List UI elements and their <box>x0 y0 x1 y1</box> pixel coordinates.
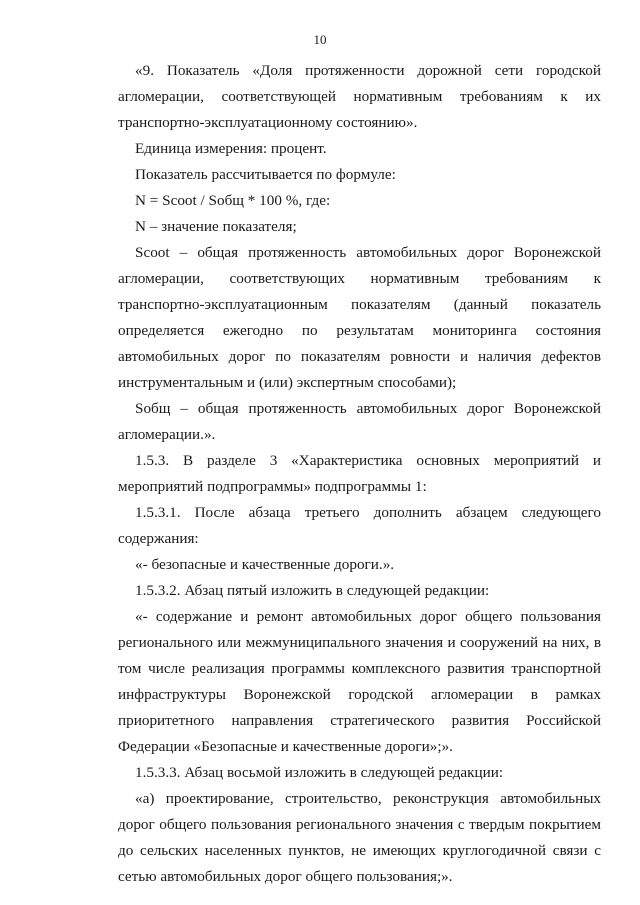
paragraph-1-5-3-2: 1.5.3.2. Абзац пятый изложить в следующей редакции: <box>135 582 490 599</box>
paragraph-formula: N = Scoot / Sобщ * 100 %, где: <box>135 192 331 209</box>
paragraph-scoot-definition: Scoot – общая протяженность автомобильных дорог Воронежской агломерации, соответствующих нормативным требованиям к транспортно-эксплуатационным показателям (данный показатель определяется ежегодно по результатам мониторинга состояния автомобильных дорог по показателям ровности и наличия дефектов инструментальным и (или) экспертным способами); <box>118 244 601 391</box>
paragraph-sobsh-definition: Sобщ – общая протяженность автомобильных дорог Воронежской агломерации.». <box>118 400 601 443</box>
paragraph-1-5-3-1: 1.5.3.1. После абзаца третьего дополнить абзацем следующего содержания: <box>118 504 601 547</box>
paragraph-1-5-3-3: 1.5.3.3. Абзац восьмой изложить в следующей редакции: <box>135 764 504 781</box>
paragraph-n-definition: N – значение показателя; <box>135 218 297 235</box>
document-body <box>118 58 601 890</box>
paragraph-maintenance: «- содержание и ремонт автомобильных дорог общего пользования регионального или межмуниципального значения и сооружений на них, в том числе реализация программы комплексного развития транспортной инфраструктуры Воронежской городской агломерации в рамках приоритетного направления стратегического развития Российской Федерации «Безопасные и качественные дороги»;». <box>118 608 601 755</box>
paragraph-safe-roads: «- безопасные и качественные дороги.». <box>135 556 395 573</box>
paragraph-indicator-9: «9. Показатель «Доля протяженности дорожной сети городской агломерации, соответствующей нормативным требованиям к их транспортно-эксплуатационному состоянию». <box>118 62 601 131</box>
paragraph-unit: Единица измерения: процент. <box>135 140 327 157</box>
paragraph-design-construction: «а) проектирование, строительство, реконструкция автомобильных дорог общего пользования регионального значения с твердым покрытием до сельских населенных пунктов, не имеющих круглогодичной связи с сетью автомобильных дорог общего пользования;». <box>118 790 601 885</box>
page-number: 10 <box>313 32 327 47</box>
paragraph-1-5-3: 1.5.3. В разделе 3 «Характеристика основных мероприятий и мероприятий подпрограммы» подпрограммы 1: <box>118 452 601 495</box>
paragraph-formula-intro: Показатель рассчитывается по формуле: <box>135 166 396 183</box>
